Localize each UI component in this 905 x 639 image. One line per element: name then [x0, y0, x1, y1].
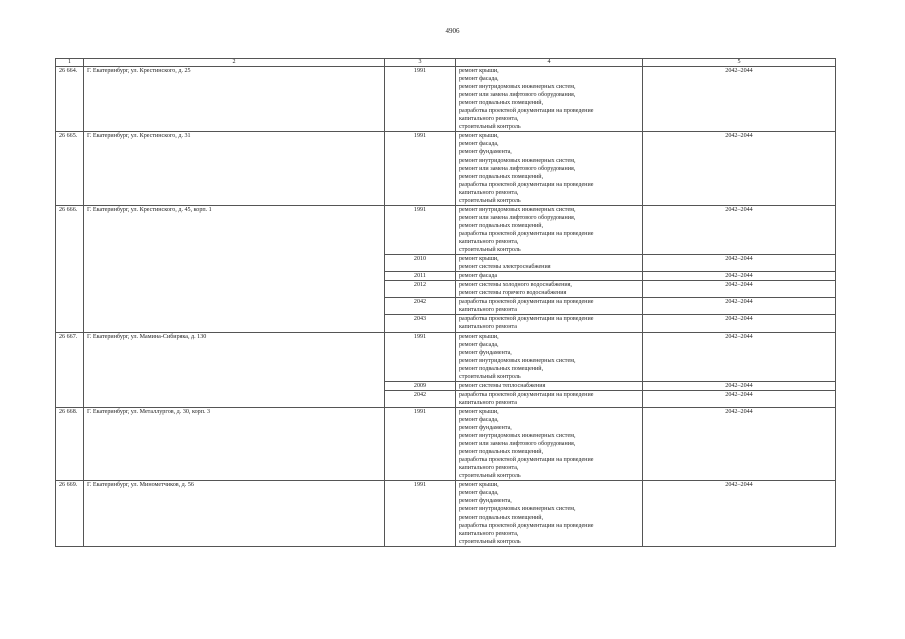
planned-period: 2042–2044: [643, 298, 836, 315]
commissioning-year: 1991: [385, 132, 456, 205]
header-col-5: 5: [643, 59, 836, 67]
repair-schedule-table: [55, 58, 836, 547]
page-number: 4906: [445, 27, 460, 35]
commissioning-year: 1991: [385, 67, 456, 132]
repair-works: ремонт крыши, ремонт фасада, ремонт фундамента, ремонт внутридомовых инженерных систем, ремонт или замена лифтового оборудования, ремонт подвальных помещений, разработка проектной документации на проведение капитального ремонта, строительный контроль: [456, 132, 643, 205]
planned-period: 2042–2044: [643, 67, 836, 132]
commissioning-year: 2009: [385, 381, 456, 390]
record-address: Г. Екатеринбург, ул. Металлургов, д. 30, корп. 3: [84, 407, 385, 480]
repair-works: ремонт крыши, ремонт системы электроснабжения: [456, 255, 643, 272]
table-row: [56, 132, 836, 205]
table-header-row: [56, 59, 836, 67]
planned-period: 2042–2044: [643, 481, 836, 546]
commissioning-year: 2043: [385, 315, 456, 332]
repair-works: ремонт крыши, ремонт фасада, ремонт фундамента, ремонт внутридомовых инженерных систем, ремонт подвальных помещений, разработка проектной документации на проведение капитального ремонта, строительный контроль: [456, 481, 643, 546]
table-row: [56, 481, 836, 546]
record-address: Г. Екатеринбург, ул. Минометчиков, д. 56: [84, 481, 385, 546]
record-number: 26 665.: [56, 132, 84, 205]
record-number: 26 666.: [56, 205, 84, 332]
planned-period: 2042–2044: [643, 381, 836, 390]
planned-period: 2042–2044: [643, 281, 836, 298]
repair-works: разработка проектной документации на проведение капитального ремонта: [456, 315, 643, 332]
record-address: Г. Екатеринбург, ул. Крестинского, д. 45, корп. 1: [84, 205, 385, 332]
record-number: 26 667.: [56, 332, 84, 407]
planned-period: 2042–2044: [643, 315, 836, 332]
header-col-3: 3: [385, 59, 456, 67]
commissioning-year: 1991: [385, 407, 456, 480]
planned-period: 2042–2044: [643, 255, 836, 272]
planned-period: 2042–2044: [643, 332, 836, 381]
commissioning-year: 1991: [385, 332, 456, 381]
planned-period: 2042–2044: [643, 132, 836, 205]
repair-works: разработка проектной документации на проведение капитального ремонта: [456, 390, 643, 407]
planned-period: 2042–2044: [643, 407, 836, 480]
repair-works: ремонт крыши, ремонт фасада, ремонт фундамента, ремонт внутридомовых инженерных систем, ремонт или замена лифтового оборудования, ремонт подвальных помещений, разработка проектной документации на проведение капитального ремонта, строительный контроль: [456, 407, 643, 480]
table-row: [56, 67, 836, 132]
table-row: [56, 407, 836, 480]
repair-works: ремонт фасада: [456, 272, 643, 281]
record-address: Г. Екатеринбург, ул. Мамина-Сибиряка, д. 130: [84, 332, 385, 407]
record-number: 26 664.: [56, 67, 84, 132]
record-address: Г. Екатеринбург, ул. Крестинского, д. 25: [84, 67, 385, 132]
repair-works: разработка проектной документации на проведение капитального ремонта: [456, 298, 643, 315]
record-number: 26 669.: [56, 481, 84, 546]
repair-works: ремонт крыши, ремонт фасада, ремонт фундамента, ремонт внутридомовых инженерных систем, ремонт подвальных помещений, строительный контроль: [456, 332, 643, 381]
header-col-4: 4: [456, 59, 643, 67]
record-number: 26 668.: [56, 407, 84, 480]
header-col-2: 2: [84, 59, 385, 67]
commissioning-year: 2010: [385, 255, 456, 272]
repair-works: ремонт крыши, ремонт фасада, ремонт внутридомовых инженерных систем, ремонт или замена лифтового оборудования, ремонт подвальных помещений, разработка проектной документации на проведение капитального ремонта, строительный контроль: [456, 67, 643, 132]
repair-works: ремонт внутридомовых инженерных систем, ремонт или замена лифтового оборудования, ремонт подвальных помещений, разработка проектной документации на проведение капитального ремонта, строительный контроль: [456, 205, 643, 254]
header-col-1: 1: [56, 59, 84, 67]
table-row: [56, 205, 836, 254]
commissioning-year: 1991: [385, 481, 456, 546]
repair-works: ремонт системы теплоснабжения: [456, 381, 643, 390]
commissioning-year: 2042: [385, 390, 456, 407]
commissioning-year: 1991: [385, 205, 456, 254]
commissioning-year: 2012: [385, 281, 456, 298]
table-row: [56, 332, 836, 381]
repair-works: ремонт системы холодного водоснабжения, ремонт системы горячего водоснабжения: [456, 281, 643, 298]
planned-period: 2042–2044: [643, 272, 836, 281]
planned-period: 2042–2044: [643, 205, 836, 254]
record-address: Г. Екатеринбург, ул. Крестинского, д. 31: [84, 132, 385, 205]
commissioning-year: 2042: [385, 298, 456, 315]
commissioning-year: 2011: [385, 272, 456, 281]
planned-period: 2042–2044: [643, 390, 836, 407]
